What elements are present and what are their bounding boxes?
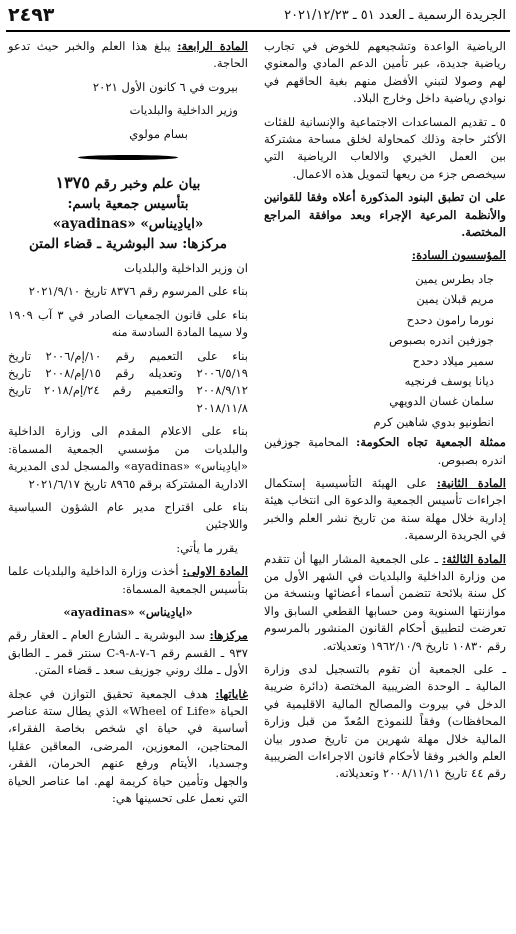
declaration-line-hq: مركزها: سد البوشرية ـ قضاء المتن	[29, 236, 227, 253]
basis-decree: بناء على المرسوم رقم ٨٣٧٦ تاريخ ٢٠٢١/٩/١٠	[28, 284, 248, 299]
article-one	[8, 563, 248, 598]
article-three-text: ـ على الجمعية المشار اليها أن تتقدم من وزارة الداخلية والبلديات في الشهر الأول من كل سنة بلائحة تتضمن أسماء أعضائها وبنسخة من موازنتها السنوية ومن حسابها القطعي السابق والا تعرضت لتطبيق أحكام القانون المنشور بالمرسوم رقم ١٠٨٣٠ تاريخ ١٩٦٢/١٠/٩ وتعديلاته.	[264, 551, 506, 653]
paragraph-tax-registration: ـ على الجمعية أن تقوم بالتسجيل لدى وزارة المالية ـ الوحدة الضريبية المختصة (دائرة ضريبة الدخل في بيروت والمصالح المالية الاقليمية في المحافظات) وفقاً للنموذج المُعدّ من قبل وزارة المالية خلال مهلة شهرين من تاريخ صدور بيان العلم والخبر وفقا لأحكام قانون الاجراءات الضريبية رقم ٤٤ تاريخ ٢٠٠٨/١١/١١ وتعديلاته.	[264, 662, 506, 781]
article-two-label: المادة الثانية:	[436, 475, 506, 490]
founder-item: جاد بطرس يمين	[415, 271, 494, 286]
article-one-label: المادة الاولى:	[182, 564, 248, 579]
gazette-title: الجريدة الرسمية ـ العدد ٥١ ـ ٢٠٢١/١٢/٢٣	[284, 8, 506, 23]
page-number: ٢٤٩٣	[8, 4, 55, 26]
basis-circulars: بناء على التعميم رقم ١٠/إم/٢٠٠٦ تاريخ ٢٠٠٦/٥/١٩ وتعديله رقم ١٥/إم/٢٠٠٨ تاريخ ٢٠٠٨/٩/١٢ والتعميم رقم ٢٤/إم/٢٠١٨ تاريخ ٢٠١٨/١١/٨	[8, 348, 248, 415]
article-three-label: المادة الثالثة:	[442, 551, 507, 566]
declaration-line-name: «ايادِيناس» «ayadinas»	[52, 216, 204, 233]
decides: يقرر ما يأتي:	[176, 540, 238, 555]
founder-item: ديانا يوسف فرنجيه	[404, 373, 494, 388]
article-two-text: على الهيئة التأسيسية إستكمال اجراءات تأسيس الجمعية والدعوة الى انتخاب هيئة إدارية خلال مهلة سنة من تاريخ نشر العلم والخبر في الجريدة الرسمية.	[264, 475, 506, 543]
article-four-label: المادة الرابعة:	[177, 39, 249, 53]
section-divider	[8, 151, 248, 163]
page-header	[0, 0, 516, 30]
representative-label: ممثلة الجمعية تجاه الحكومة:	[356, 435, 506, 450]
left-column	[8, 38, 248, 813]
declaration-title	[8, 173, 248, 194]
goals-text: هدف الجمعية تحقيق التوازن في عجلة الحياة «Wheel of Life» الذي يطال ستة عناصر أساسية في حياة اي شخص بخاصة الفقراء، المحتاجين، المعوزين، المرضى، المعاقين عقليا وجسديا، الأيتام ورفع عنهم الحرمان، الفقر، والجهل وتأمين حياة كريمة لهم. اما عناصر الحياة التي نعمل على تحسينها هي:	[8, 686, 248, 805]
declaration-number: ١٣٧٥	[55, 173, 90, 193]
article-two	[264, 475, 506, 545]
headquarters-label: مركزها:	[209, 628, 248, 643]
paragraph-sports: الرياضية الواعدة وتشجيعهم للخوض في تجارب رياضية جديدة، عبر تأمين الدعم المادي والمعنوي لهم وصولا لتبني الأفضل منهم بغية الحاقهم في نوادي رياضية داخل وخارج البلاد.	[264, 39, 506, 106]
founder-item: نورما رامون دحدح	[406, 312, 494, 327]
founder-item: انطونيو بدوي شاهين كرم	[373, 414, 494, 429]
headquarters-text: سد البوشرية ـ الشارع العام ـ العقار رقم ٩٣٧ ـ القسم رقم ٦-٧-٨-٩-C سنتر قمر ـ الطابق الأول ـ ملك روني جوزيف سعد ـ قضاء المتن.	[8, 628, 248, 678]
headquarters	[8, 627, 248, 679]
goals	[8, 686, 248, 808]
article-four-text: يبلغ هذا العلم والخبر حيث تدعو الحاجة.	[8, 39, 248, 71]
paragraph-aid: ٥ ـ تقديم المساعدات الاجتماعية والإنسانية للفئات الأكثر حاجة وذلك كمحاولة لخلق مساحة مشتركة بين العمل الخيري والالعاب الرياضية التي سيخصص جزء من ريعها لتمويل هذه الاعمال.	[264, 114, 506, 181]
representative-text: المحامية جوزفين اندره بصبوص.	[264, 435, 506, 467]
founder-item: مريم قبلان يمين	[416, 292, 494, 307]
basis-proposal: بناء على اقتراح مدير عام الشؤون السياسية واللاجئين	[8, 499, 248, 532]
article-one-text: أخذت وزارة الداخلية والبلديات علما بتأسيس الجمعية المسماة:	[8, 564, 248, 596]
association-name: «ايادِيناس» «ayadinas»	[63, 604, 193, 619]
minister-name: بسام مولوي	[129, 126, 188, 141]
basis-notification: بناء على الاعلام المقدم الى وزارة الداخلية والبلديات من مؤسسي الجمعية المسماة: «ايادِيناس» «ayadinas» والمسجل لدى المديرية الادارية المشتركة برقم ٨٩٦٥ تاريخ ٢٠٢١/٦/١٧	[8, 424, 248, 491]
paragraph-compliance: على ان تطبق البنود المذكورة أعلاه وفقا للقوانين والأنظمة المرعية الإجراء وبعد موافقة المراجع المختصة.	[264, 190, 506, 240]
founder-item: سلمان غسان الدويهي	[389, 394, 494, 409]
founder-item: جوزفين اندره بصبوص	[389, 333, 494, 348]
minister-title: وزير الداخلية والبلديات	[129, 103, 238, 118]
declaration-title-text: بيان علم وخبر رقم	[94, 176, 201, 193]
intro-minister: ان وزير الداخلية والبلديات	[124, 261, 248, 276]
article-three	[264, 551, 506, 655]
header-rule	[6, 30, 510, 32]
government-representative	[264, 434, 506, 469]
basis-law: بناء على قانون الجمعيات الصادر في ٣ آب ١٩٠٩ ولا سيما المادة السادسة منه	[8, 307, 248, 340]
article-four	[8, 38, 248, 73]
goals-label: غاياتها:	[215, 686, 249, 701]
declaration-line-association: بتأسيس جمعية باسم:	[67, 196, 189, 213]
founders-list	[264, 271, 506, 431]
founders-title: المؤسسون السادة:	[411, 248, 506, 263]
place-date: بيروت في ٦ كانون الأول ٢٠٢١	[92, 79, 238, 94]
founder-item: سمير ميلاد دحدح	[412, 353, 494, 368]
right-column	[264, 38, 506, 789]
